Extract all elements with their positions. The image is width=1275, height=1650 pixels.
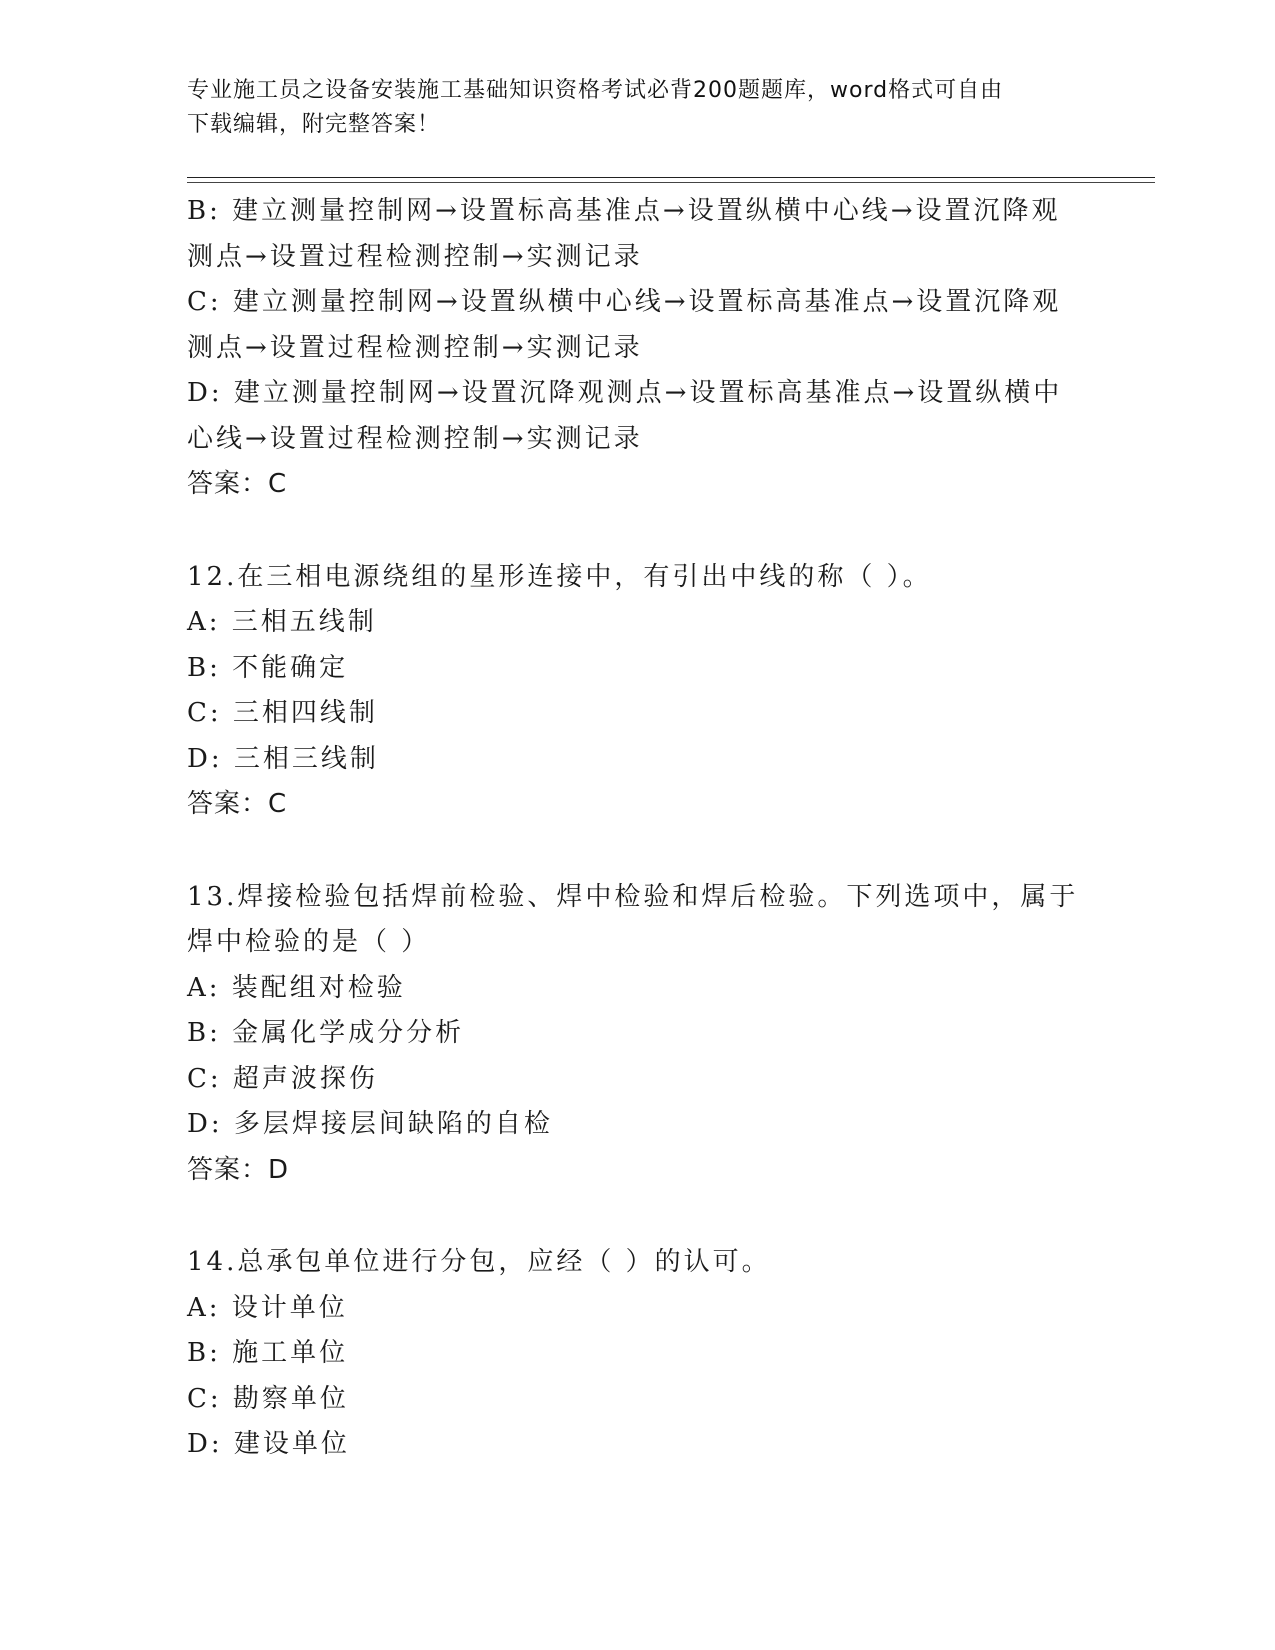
option-c: C: 勘察单位 — [187, 1383, 349, 1414]
document-header — [187, 74, 1067, 142]
option-b: B: 金属化学成分分析 — [187, 1018, 465, 1048]
header-divider-bottom — [187, 182, 1155, 183]
option-b: B: 施工单位 — [187, 1338, 349, 1368]
option-d: D: 三相三线制 — [187, 743, 379, 774]
option-a: A: 设计单位 — [187, 1292, 348, 1323]
option-a: A: 装配组对检验 — [187, 972, 406, 1003]
option-b-line-1: B: 建立测量控制网→设置标高基准点→设置纵横中心线→设置沉降观 — [187, 196, 1061, 226]
option-d: D: 多层焊接层间缺陷的自检 — [187, 1109, 553, 1139]
option-a: A: 三相五线制 — [187, 607, 377, 637]
option-d-line-1: D: 建立测量控制网→设置沉降观测点→设置标高基准点→设置纵横中 — [187, 378, 1063, 408]
option-b-line-2: 测点→设置过程检测控制→实测记录 — [187, 241, 643, 272]
question-text: 12.在三相电源绕组的星形连接中，有引出中线的称（ ）。 — [187, 561, 932, 592]
question-11 — [187, 189, 1087, 508]
question-text-line-2: 焊中检验的是（ ） — [187, 927, 431, 957]
spacer — [187, 828, 1087, 875]
question-list — [187, 189, 1087, 1468]
option-c-line-2: 测点→设置过程检测控制→实测记录 — [187, 332, 643, 363]
answer-line: 答案：C — [187, 469, 288, 499]
option-b: B: 不能确定 — [187, 652, 349, 683]
option-c: C: 三相四线制 — [187, 698, 378, 728]
option-d: D: 建设单位 — [187, 1429, 350, 1459]
header-line-2: 下载编辑，附完整答案！ — [187, 112, 441, 137]
spacer — [187, 508, 1087, 555]
header-divider-top — [187, 177, 1155, 178]
answer-line: 答案：C — [187, 789, 288, 819]
spacer — [187, 1193, 1087, 1240]
question-text: 14.总承包单位进行分包，应经（ ）的认可。 — [187, 1247, 771, 1277]
answer-line: 答案：D — [187, 1154, 290, 1185]
question-12 — [187, 555, 1087, 828]
option-c: C: 超声波探伤 — [187, 1063, 378, 1094]
question-text-line-1: 13.焊接检验包括焊前检验、焊中检验和焊后检验。下列选项中，属于 — [187, 881, 1079, 912]
option-d-line-2: 心线→设置过程检测控制→实测记录 — [187, 423, 643, 454]
option-c-line-1: C: 建立测量控制网→设置纵横中心线→设置标高基准点→设置沉降观 — [187, 287, 1062, 317]
question-14 — [187, 1240, 1087, 1468]
header-line-1: 专业施工员之设备安装施工基础知识资格考试必背200题题库，word格式可自由 — [187, 78, 1004, 103]
question-13 — [187, 875, 1087, 1194]
